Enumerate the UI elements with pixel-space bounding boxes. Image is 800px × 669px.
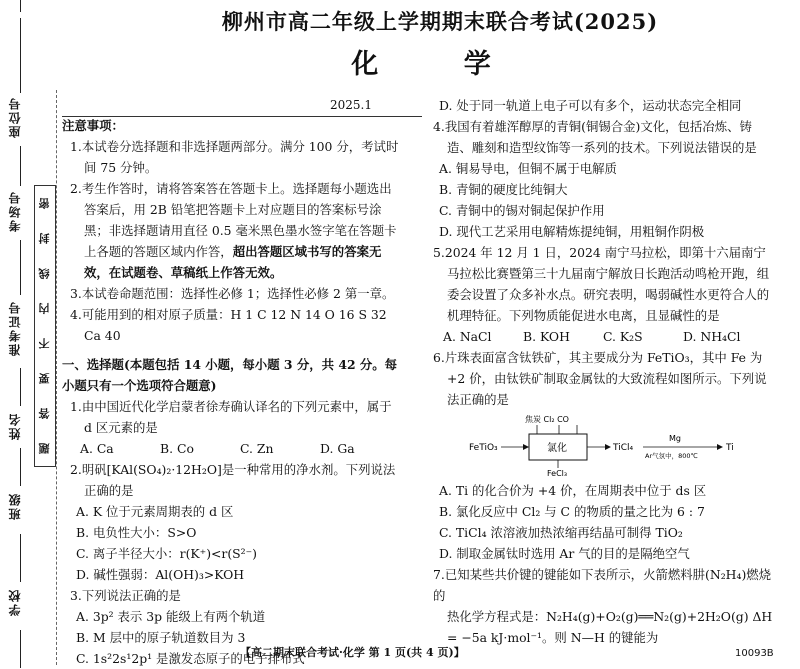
question-1-stem: 1.由中国近代化学启蒙者徐寿确认译名的下列元素中，属于 d 区元素的是 — [70, 399, 392, 435]
flow-box-label: 氯化 — [547, 443, 567, 454]
option: C. 离子半径大小：r(K⁺)<r(S²⁻) — [76, 546, 258, 561]
exam-title: 柳州市高二年级上学期期末联合考试(2025) — [221, 9, 659, 34]
question-3-stem: 3.下列说法正确的是 — [70, 588, 181, 603]
process-flow-diagram — [455, 412, 785, 478]
flow-svg — [455, 412, 785, 478]
option: A. NaCl — [443, 329, 492, 344]
notice-item: 3.本试卷命题范围：选择性必修 1；选择性必修 2 第一章。 — [70, 286, 395, 301]
option: C. Zn — [240, 441, 274, 456]
question-6-stem: 6.片珠表面富含钛铁矿，其主要成分为 FeTiO₃，其中 Fe 为 +2 价，由钛铁矿制取金属钛的大致流程如图所示。下列说法正确的是 — [433, 350, 767, 407]
option: D. 制取金属钛时选用 Ar 气的目的是隔绝空气 — [439, 546, 690, 561]
margin-line — [20, 240, 21, 295]
option: C. K₂S — [603, 329, 643, 344]
seal-char: 题 — [38, 443, 51, 454]
flow-inputs-top: 焦炭 Cl₂ CO — [525, 415, 569, 424]
margin-line — [20, 368, 21, 406]
right-column — [425, 95, 775, 648]
question-7-line: 7.已知某些共价键的键能如下表所示，火箭燃料肼(N₂H₄)燃烧的 — [433, 567, 772, 603]
notice-item: 1.本试卷分选择题和非选择题两部分。满分 100 分，考试时间 75 分钟。 — [70, 139, 399, 175]
section-heading: 一、选择题(本题包括 14 小题，每小题 3 分，共 42 分。每小题只有一个选项符合题意) — [62, 357, 398, 393]
label-admission-number: 准考证号 — [8, 300, 22, 356]
seal-char: 答 — [38, 408, 51, 419]
seal-char: 密 — [38, 198, 51, 209]
notice-item-text: 2.考生作答时，请将答案答在答题卡上。选择题每小题选出答案后，用 2B 铅笔把答题卡上对应题目的答案标号涂黑；非选择题请用直径 0.5 毫米黑色墨水签字笔在答题卡上各题的答题区域内作答， — [70, 181, 397, 259]
label-seat-number: 座位号 — [8, 96, 22, 138]
question-4-stem: 4.我国有着雄浑醇厚的青铜(铜锡合金)文化，包括冶炼、铸造、雕刻和造型纹饰等一系列的技术。下列说法错误的是 — [433, 119, 757, 155]
notice-item — [62, 178, 402, 283]
label-class: 班级 — [8, 492, 22, 520]
binding-margin — [0, 0, 58, 668]
question-7-line: = −5a kJ·mol⁻¹。则 N—H 的键能为 — [447, 630, 659, 645]
seal-char: 封 — [38, 233, 51, 244]
label-school: 学校 — [8, 588, 22, 616]
option: B. Co — [160, 441, 194, 456]
exam-date: 2025.1 — [330, 98, 372, 112]
option: B. KOH — [523, 329, 570, 344]
flow-feed: FeTiO₃ — [469, 443, 498, 453]
seal-line-notice — [34, 185, 56, 467]
option: D. 碱性强弱：Al(OH)₃>KOH — [76, 567, 245, 582]
option: B. 电负性大小：S>O — [76, 525, 197, 540]
option: D. 现代工艺采用电解精炼提纯铜，用粗铜作阴极 — [439, 224, 705, 239]
option: A. 3p² 表示 3p 能级上有两个轨道 — [76, 609, 266, 624]
margin-line — [20, 146, 21, 186]
question-5-stem: 5.2024 年 12 月 1 日，2024 南宁马拉松，即第十六届南宁马拉松比赛暨第三十九届南宁解放日长跑活动鸣枪开跑，组委会设置了众多补水点。研究表明，喝弱碱性水更符合人的机理特征。下列物质能促进水电离，且显碱性的是 — [433, 245, 770, 323]
question-5-options — [425, 326, 775, 347]
page-footer: 【高二期末联合考试·化学 第 1 页(共 4 页)】 — [240, 646, 465, 659]
margin-line — [20, 448, 21, 486]
option: B. 青铜的硬度比纯铜大 — [439, 182, 568, 197]
seal-char: 不 — [38, 338, 51, 349]
seal-char: 要 — [38, 373, 51, 384]
question-2-stem: 2.明矾[KAl(SO₄)₂·12H₂O]是一种常用的净水剂。下列说法正确的是 — [70, 462, 396, 498]
cut-line — [56, 90, 57, 665]
option: C. TiCl₄ 浓溶液加热浓缩再结晶可制得 TiO₂ — [439, 525, 683, 540]
margin-line — [20, 534, 21, 582]
margin-line — [20, 18, 21, 93]
arrow-head — [717, 444, 723, 450]
label-exam-room: 考场号 — [8, 190, 22, 232]
flow-reagent: Mg — [669, 434, 681, 443]
label-name: 姓名 — [8, 412, 22, 440]
flow-final: Ti — [726, 443, 734, 453]
option: D. NH₄Cl — [683, 329, 741, 344]
arrow-head — [605, 444, 611, 450]
option: B. M 层中的原子轨道数目为 3 — [76, 630, 246, 645]
option: C. 1s²2s¹2p¹ 是激发态原子的电子排布式 — [76, 651, 305, 666]
option: D. Ga — [320, 441, 355, 456]
option: B. 氯化反应中 Cl₂ 与 C 的物质的量之比为 6 : 7 — [439, 504, 705, 519]
option: A. Ti 的化合价为 +4 价，在周期表中位于 ds 区 — [439, 483, 707, 498]
margin-line — [20, 630, 21, 668]
subject-title: 化 学 — [351, 49, 529, 80]
flow-product: TiCl₄ — [613, 443, 634, 453]
option: A. Ca — [80, 441, 114, 456]
left-column — [62, 115, 402, 669]
notice-heading: 注意事项： — [62, 118, 124, 133]
arrow-head — [523, 444, 529, 450]
margin-line — [20, 0, 21, 12]
option: A. K 位于元素周期表的 d 区 — [76, 504, 234, 519]
paper-code: 10093B — [735, 648, 774, 659]
flow-byproduct: FeCl₃ — [547, 469, 568, 478]
option: C. 青铜中的锡对铜起保护作用 — [439, 203, 605, 218]
notice-emphasis: 超出答题区域书写的答案无效，在试题卷、草稿纸上作答无效。 — [84, 244, 382, 280]
question-7-line: 热化学方程式是：N₂H₄(g)+O₂(g)══N₂(g)+2H₂O(g) ΔH — [447, 609, 773, 624]
option: A. 铜易导电，但铜不属于电解质 — [439, 161, 617, 176]
flow-condition: Ar气氛中，800℃ — [645, 452, 698, 460]
seal-char: 内 — [38, 303, 51, 314]
option: D. 处于同一轨道上电子可以有多个，运动状态完全相同 — [439, 98, 742, 113]
notice-item: 4.可能用到的相对原子质量：H 1 C 12 N 14 O 16 S 32 Ca 40 — [70, 307, 387, 343]
seal-char: 线 — [38, 268, 51, 279]
question-1-options — [62, 438, 402, 459]
